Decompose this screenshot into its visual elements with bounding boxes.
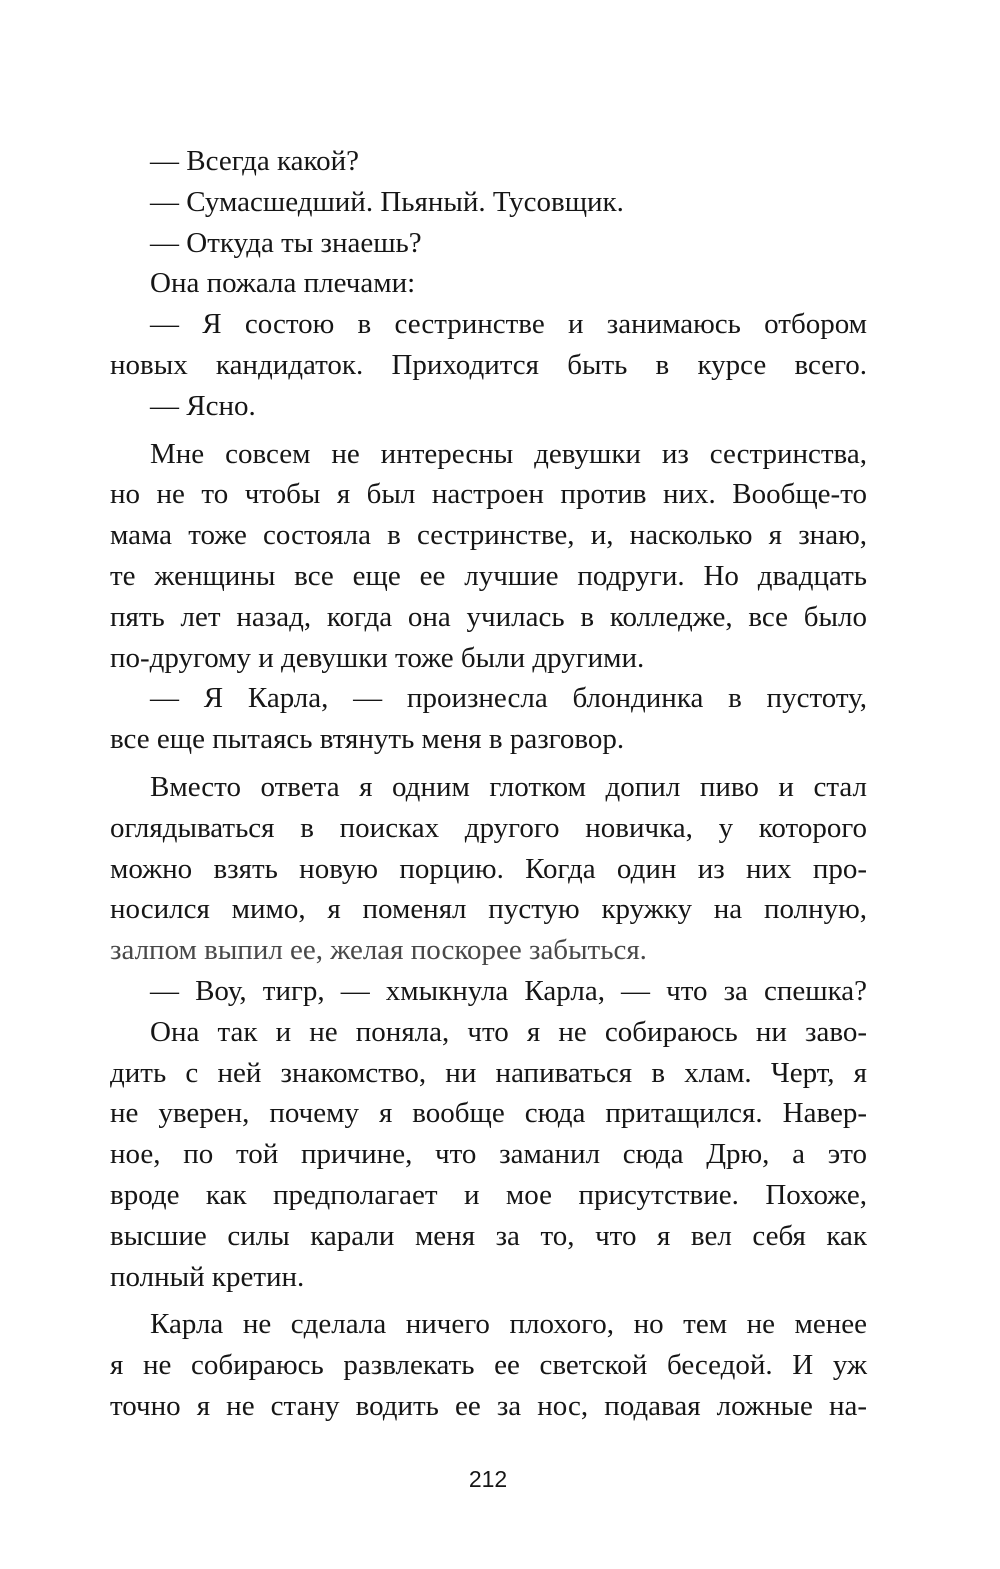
- text-line: дить с ней знакомство, ни напиваться в хлам. Черт, я: [110, 1056, 867, 1089]
- text-line: Карла не сделала ничего плохого, но тем не менее: [150, 1308, 867, 1341]
- text-line: те женщины все еще ее лучшие подруги. Но двадцать: [110, 559, 867, 592]
- text-line: — Сумасшедший. Пьяный. Тусовщик.: [150, 185, 624, 218]
- text-line: Она пожала плечами:: [150, 267, 416, 300]
- text-line: носился мимо, я поменял пустую кружку на полную,: [110, 893, 867, 926]
- text-line: ное, по той причине, что заманил сюда Дрю, а это: [110, 1138, 867, 1171]
- text-line: вроде как предполагает и мое присутствие. Похоже,: [110, 1178, 867, 1211]
- text-line: — Я состою в сестринстве и занимаюсь отбором: [150, 308, 867, 341]
- text-line: не уверен, почему я вообще сюда притащился. Навер-: [110, 1097, 867, 1130]
- text-line: новых кандидаток. Приходится быть в курсе всего.: [110, 348, 867, 381]
- text-line: по-другому и девушки тоже были другими.: [110, 641, 645, 674]
- text-line: — Всегда какой?: [150, 145, 360, 177]
- text-line: мама тоже состояла в сестринстве, и, насколько я знаю,: [110, 519, 867, 552]
- text-line: — Откуда ты знаешь?: [150, 226, 422, 259]
- text-line: — Воу, тигр, — хмыкнула Карла, — что за спешка?: [150, 974, 867, 1007]
- book-page-text: [110, 141, 867, 1427]
- text-line: Она так и не поняла, что я не собираюсь ни заво-: [150, 1015, 867, 1048]
- text-line: — Ясно.: [150, 389, 256, 422]
- text-line: я не собираюсь развлекать ее светской беседой. И уж: [110, 1349, 867, 1382]
- text-line: оглядываться в поисках другого новичка, у которого: [110, 811, 867, 844]
- text-line: все еще пытаясь втянуть меня в разговор.: [110, 723, 625, 756]
- text-line: но не то чтобы я был настроен против них. Вообще-то: [110, 478, 867, 511]
- text-line: Мне совсем не интересны девушки из сестринства,: [150, 437, 867, 470]
- text-line: Вместо ответа я одним глотком допил пиво и стал: [150, 770, 867, 803]
- text-line: залпом выпил ее, желая поскорее забыться.: [110, 934, 647, 967]
- text-line: можно взять новую порцию. Когда один из них про-: [110, 852, 867, 885]
- text-line: — Я Карла, — произнесла блондинка в пустоту,: [150, 682, 867, 715]
- text-line: полный кретин.: [110, 1260, 305, 1293]
- text-line: высшие силы карали меня за то, что я вел себя как: [110, 1219, 867, 1252]
- text-line: пять лет назад, когда она училась в колледже, все было: [110, 600, 867, 633]
- page-number: 212: [468, 1466, 508, 1492]
- text-line: точно я не стану водить ее за нос, подавая ложные на-: [110, 1389, 867, 1422]
